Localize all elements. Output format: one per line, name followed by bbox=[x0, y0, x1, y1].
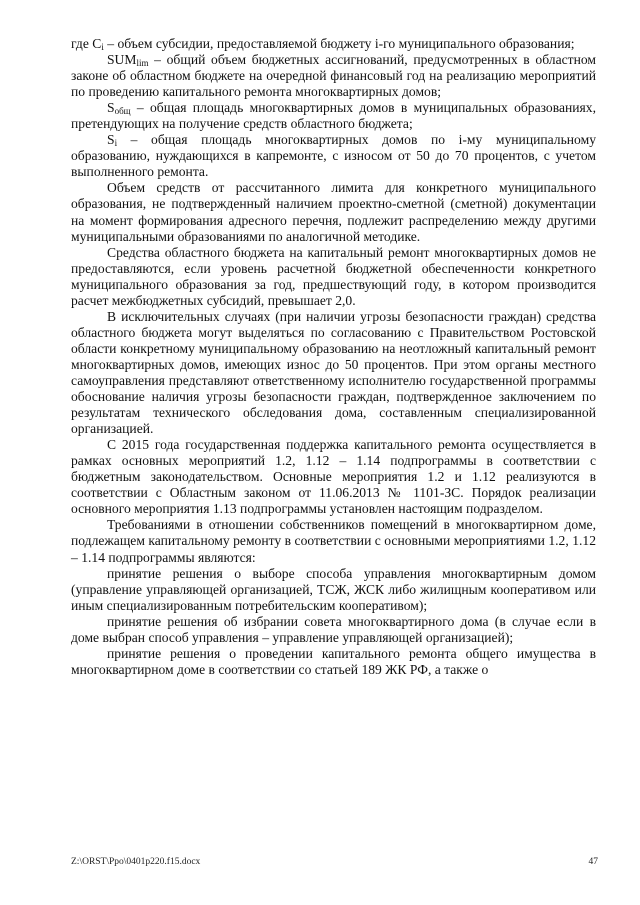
paragraph-def-ci: где $C_i$ – объем субсидии, предоставляемой бюджету i-го муниципального образования; bbox=[71, 36, 575, 52]
paragraph-def-sobsh bbox=[71, 100, 596, 132]
page-number: 47 bbox=[588, 857, 598, 867]
paragraph-text: – объем субсидии, предоставляемой бюджету i-го муниципального образования; bbox=[103, 36, 575, 51]
requirement-item: принятие решения об избрании совета многоквартирного дома (в случае если в доме выбран способ управления – управление управляющей организацией); bbox=[71, 613, 596, 645]
requirement-item: принятие решения о проведении капитального ремонта общего имущества в многоквартирном доме в соответствии со статьей 189 ЖК РФ, а также о bbox=[71, 645, 596, 677]
subscript: i bbox=[114, 138, 118, 149]
subscript: общ bbox=[114, 106, 131, 117]
paragraph-since-2015: С 2015 года государственная поддержка капитального ремонта осуществляется в рамках основных мероприятий 1.2, 1.12 – 1.14 подпрограммы в соответствии с бюджетным законодательством. Основные мероприятия 1.2 и 1.12 реализуются в соответствии с Областным законом от 11.06.2013 № 1101-ЗС. Порядок реализации основного мероприятия 1.13 подпрограммы установлен настоящим подразделом. bbox=[71, 437, 596, 517]
paragraph-def-si bbox=[71, 132, 596, 180]
symbol: SUM bbox=[107, 52, 137, 68]
subscript: i bbox=[101, 42, 104, 52]
paragraph-exceptional: В исключительных случаях (при наличии угрозы безопасности граждан) средства областного бюджета могут выделяться по согласованию с Правительством Ростовской области конкретному муниципальному образованию на неотложный капитальный ремонт многоквартирных домов, имеющих износ до 50 процентов. При этом органы местного самоуправления представляют ответственному исполнителю государственной программы обоснование наличия угрозы безопасности граждан, подтвержденное заключением по результатам технического обследования дома, составленным специализированной организацией. bbox=[71, 308, 596, 437]
paragraph-def-sumlim bbox=[71, 52, 596, 100]
paragraph-text: – общая площадь многоквартирных домов по i-му муниципальному образованию, нуждающихся в капремонте, с износом от 50 до 70 процентов, с учетом выполненного ремонта. bbox=[71, 132, 596, 180]
paragraph-requirements: Требованиями в отношении собственников помещений в многоквартирном доме, подлежащем капитальному ремонту в соответствии с основными мероприятиями 1.2, 1.12 – 1.14 подпрограммы являются: bbox=[71, 517, 596, 565]
symbol: S bbox=[107, 132, 115, 148]
requirement-item: принятие решения о выборе способа управления многоквартирным домом (управление управляющей организацией, ТСЖ, ЖСК либо жилищным кооперативом или иным специализированным потребительским кооперативом); bbox=[71, 565, 596, 613]
file-path: Z:\ORST\Ppo\0401p220.f15.docx bbox=[71, 857, 201, 867]
paragraph-text: – общая площадь многоквартирных домов в муниципальных образованиях, претендующих на получение средств областного бюджета; bbox=[71, 100, 596, 132]
paragraph-limit: Объем средств от рассчитанного лимита для конкретного муниципального образования, не подтвержденный наличием проектно-сметной (сметной) документации на момент формирования адресного перечня, подлежит распределению между другими муниципальными образованиями по аналогичной методике. bbox=[71, 180, 596, 244]
symbol: C bbox=[92, 36, 102, 51]
subscript: lim bbox=[136, 58, 149, 69]
paragraph-text: – общий объем бюджетных ассигнований, предусмотренных в областном законе об областном бюджете на очередной финансовый год на реализацию мероприятий по проведению капитального ремонта многоквартирных домов; bbox=[71, 52, 596, 100]
paragraph-not-provided: Средства областного бюджета на капитальный ремонт многоквартирных домов не предоставляются, если уровень расчетной бюджетной обеспеченности конкретного муниципального образования за год, предшествующий году, в котором производится расчет межбюджетных субсидий, превышает 2,0. bbox=[71, 244, 596, 308]
document-body bbox=[71, 36, 596, 678]
symbol: S bbox=[107, 100, 115, 116]
